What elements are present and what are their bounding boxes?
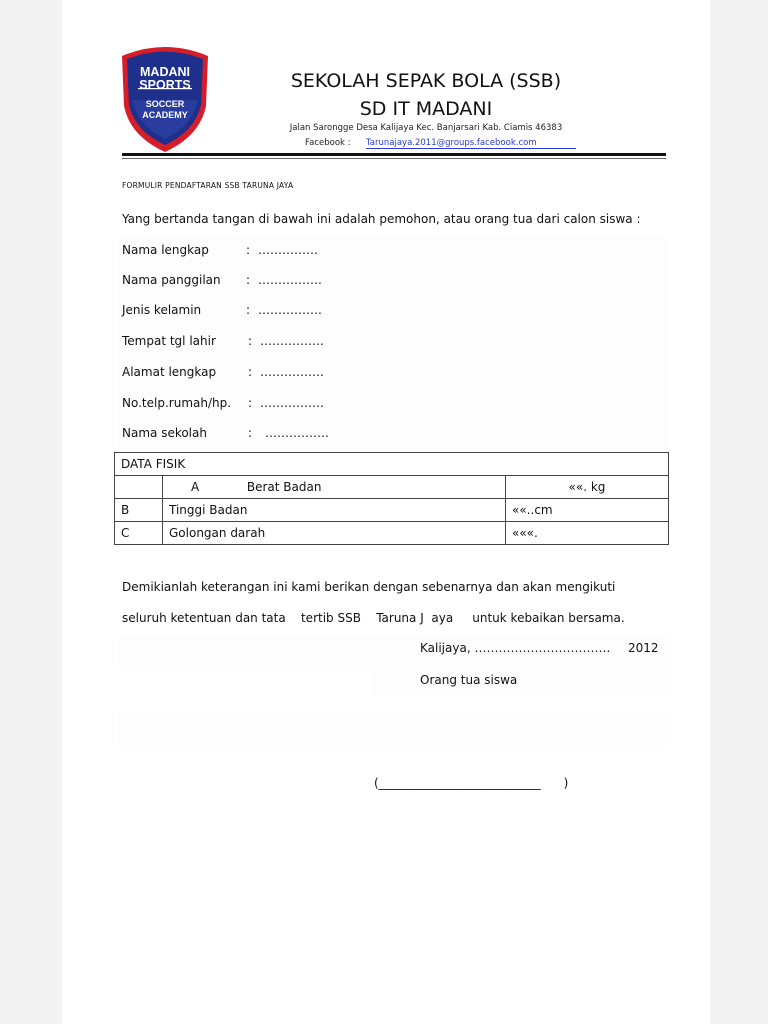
field-colon: : — [248, 334, 253, 348]
data-fisik-table — [114, 452, 669, 545]
table-row — [115, 522, 669, 545]
field-colon: : — [246, 303, 251, 317]
field-value-nama-sekolah[interactable]: ……………. — [265, 426, 329, 440]
field-label-jenis-kelamin: Jenis kelamin — [122, 303, 202, 317]
field-colon: : — [246, 273, 251, 287]
header-title: SEKOLAH SEPAK BOLA (SSB) — [290, 70, 562, 92]
row-label-golongan: Golongan darah — [163, 522, 506, 545]
row-letter: C — [115, 522, 163, 545]
intro-text: Yang bertanda tangan di bawah ini adalah pemohon, atau orang tua dari calon siswa : — [122, 212, 641, 226]
closing-line-1: Demikianlah keterangan ini kami berikan dengan sebenarnya dan akan mengikuti — [122, 580, 616, 594]
row-value-tinggi[interactable]: ««..cm — [506, 499, 669, 522]
logo-line2: SPORTS — [139, 78, 191, 92]
signature-place-date[interactable]: Kalijaya, ……………………………. — [420, 641, 611, 655]
signature-year: 2012 — [628, 641, 659, 655]
table-row — [115, 476, 669, 499]
header-school: SD IT MADANI — [359, 98, 493, 120]
table-row — [115, 499, 669, 522]
field-value-nama-panggilan[interactable]: ……………. — [258, 273, 322, 287]
row-label-text: Berat Badan — [246, 480, 322, 494]
field-value-jenis-kelamin[interactable]: ……………. — [258, 303, 322, 317]
field-colon: : — [248, 426, 253, 440]
logo-line3: SOCCER — [145, 99, 185, 109]
logo-line4: ACADEMY — [142, 110, 188, 120]
field-value-no-telp[interactable]: ……………. — [260, 396, 324, 410]
row-letter — [115, 476, 163, 499]
header-divider-thin — [122, 158, 666, 159]
row-label-tinggi: Tinggi Badan — [163, 499, 506, 522]
field-label-tempat-tgl-lahir: Tempat tgl lahir — [122, 334, 216, 348]
row-letter: B — [115, 499, 163, 522]
signature-role: Orang tua siswa — [420, 673, 518, 687]
closing-line-2: seluruh ketentuan dan tata tertib SSB Taruna J aya untuk kebaikan bersama. — [122, 611, 625, 625]
header-divider — [122, 153, 666, 156]
field-label-nama-panggilan: Nama panggilan — [122, 273, 221, 287]
signature-area — [372, 666, 670, 696]
facebook-label: Facebook : — [305, 138, 351, 148]
field-colon: : — [248, 365, 253, 379]
row-label-berat — [163, 476, 506, 499]
field-label-no-telp: No.telp.rumah/hp. — [122, 396, 232, 410]
field-label-nama-lengkap: Nama lengkap — [122, 243, 209, 257]
row-value-berat[interactable]: ««. kg — [506, 476, 669, 499]
field-value-tempat-tgl-lahir[interactable]: ……………. — [260, 334, 324, 348]
header-address: Jalan Sarongge Desa Kalijaya Kec. Banjarsari Kab. Ciamis 46383 — [289, 123, 563, 133]
row-inner-letter: A — [191, 480, 200, 494]
field-colon: : — [246, 243, 251, 257]
field-colon: : — [248, 396, 253, 410]
signature-area — [118, 712, 670, 746]
field-value-alamat-lengkap[interactable]: ……………. — [260, 365, 324, 379]
field-label-alamat-lengkap: Alamat lengkap — [122, 365, 217, 379]
table-row — [115, 453, 669, 476]
signature-line[interactable]: (___________________________ ) — [374, 776, 569, 790]
facebook-link[interactable]: Tarunajaya.2011@groups.facebook.com — [366, 138, 576, 149]
logo-line1: MADANI — [140, 65, 190, 79]
madani-sports-logo — [118, 44, 212, 154]
field-value-nama-lengkap[interactable]: …………… — [258, 243, 318, 257]
field-label-nama-sekolah: Nama sekolah — [122, 426, 207, 440]
data-fisik-header: DATA FISIK — [115, 453, 669, 476]
form-title: FORMULIR PENDAFTARAN SSB TARUNA JAYA — [122, 181, 294, 190]
row-value-golongan[interactable]: «««. — [506, 522, 669, 545]
